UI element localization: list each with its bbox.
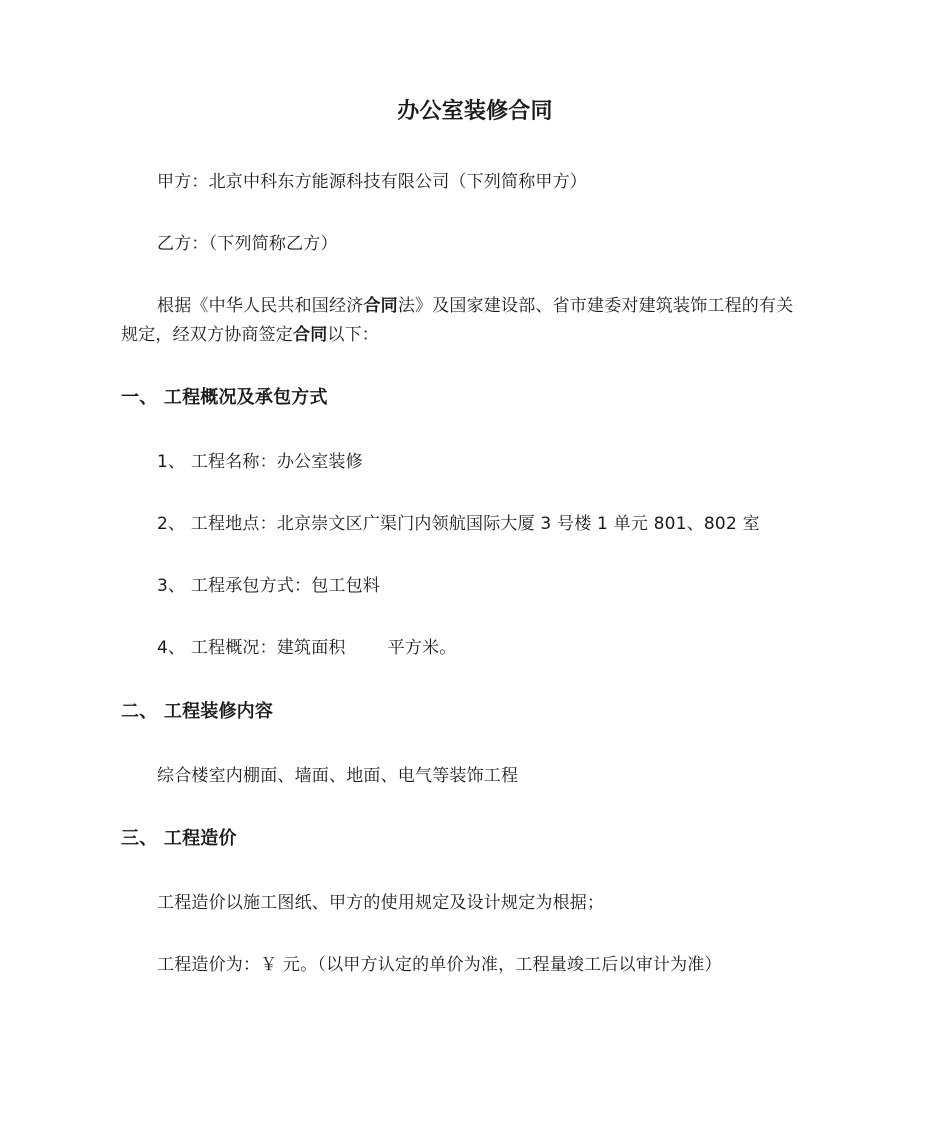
intro-bold-contract-1: 合同 (363, 296, 398, 316)
intro-text-2: 法》及国家建设部、省市建委对建筑装饰工程的有关 (397, 296, 794, 316)
party-b-line: 乙方：（下列简称乙方） (157, 234, 338, 254)
section-1-heading: 一、 工程概况及承包方式 (121, 387, 328, 408)
intro-bold-contract-2: 合同 (293, 325, 328, 345)
section-3-text-2: 工程造价为：￥ 元。（以甲方认定的单价为准，工程量竣工后以审计为准） (157, 955, 722, 975)
intro-line-1 (157, 292, 793, 320)
section-3-text-1: 工程造价以施工图纸、甲方的使用规定及设计规定为根据； (157, 893, 605, 913)
section-2-heading: 二、 工程装修内容 (121, 701, 274, 722)
item-4-suffix: 平方米。 (387, 638, 457, 658)
section-1-item-1: 1、 工程名称：办公室装修 (157, 452, 363, 472)
section-3-heading: 三、 工程造价 (121, 828, 237, 849)
document-title: 办公室装修合同 (397, 99, 553, 124)
section-1-item-3: 3、 工程承包方式：包工包料 (157, 576, 381, 596)
intro-text-1: 根据《中华人民共和国经济 (157, 296, 364, 316)
intro-text-3: 规定，经双方协商签定 (121, 325, 293, 345)
intro-text-4: 以下： (327, 325, 380, 345)
section-2-text: 综合楼室内棚面、墙面、地面、电气等装饰工程 (157, 766, 519, 786)
party-a-line: 甲方：北京中科东方能源科技有限公司（下列简称甲方） (157, 172, 587, 192)
section-1-item-4 (157, 634, 456, 662)
item-4-prefix: 4、 工程概况：建筑面积 (157, 638, 346, 658)
section-1-item-2: 2、 工程地点：北京崇文区广渠门内领航国际大厦 3 号楼 1 单元 801、802 室 (157, 514, 760, 534)
intro-line-2 (121, 321, 379, 349)
